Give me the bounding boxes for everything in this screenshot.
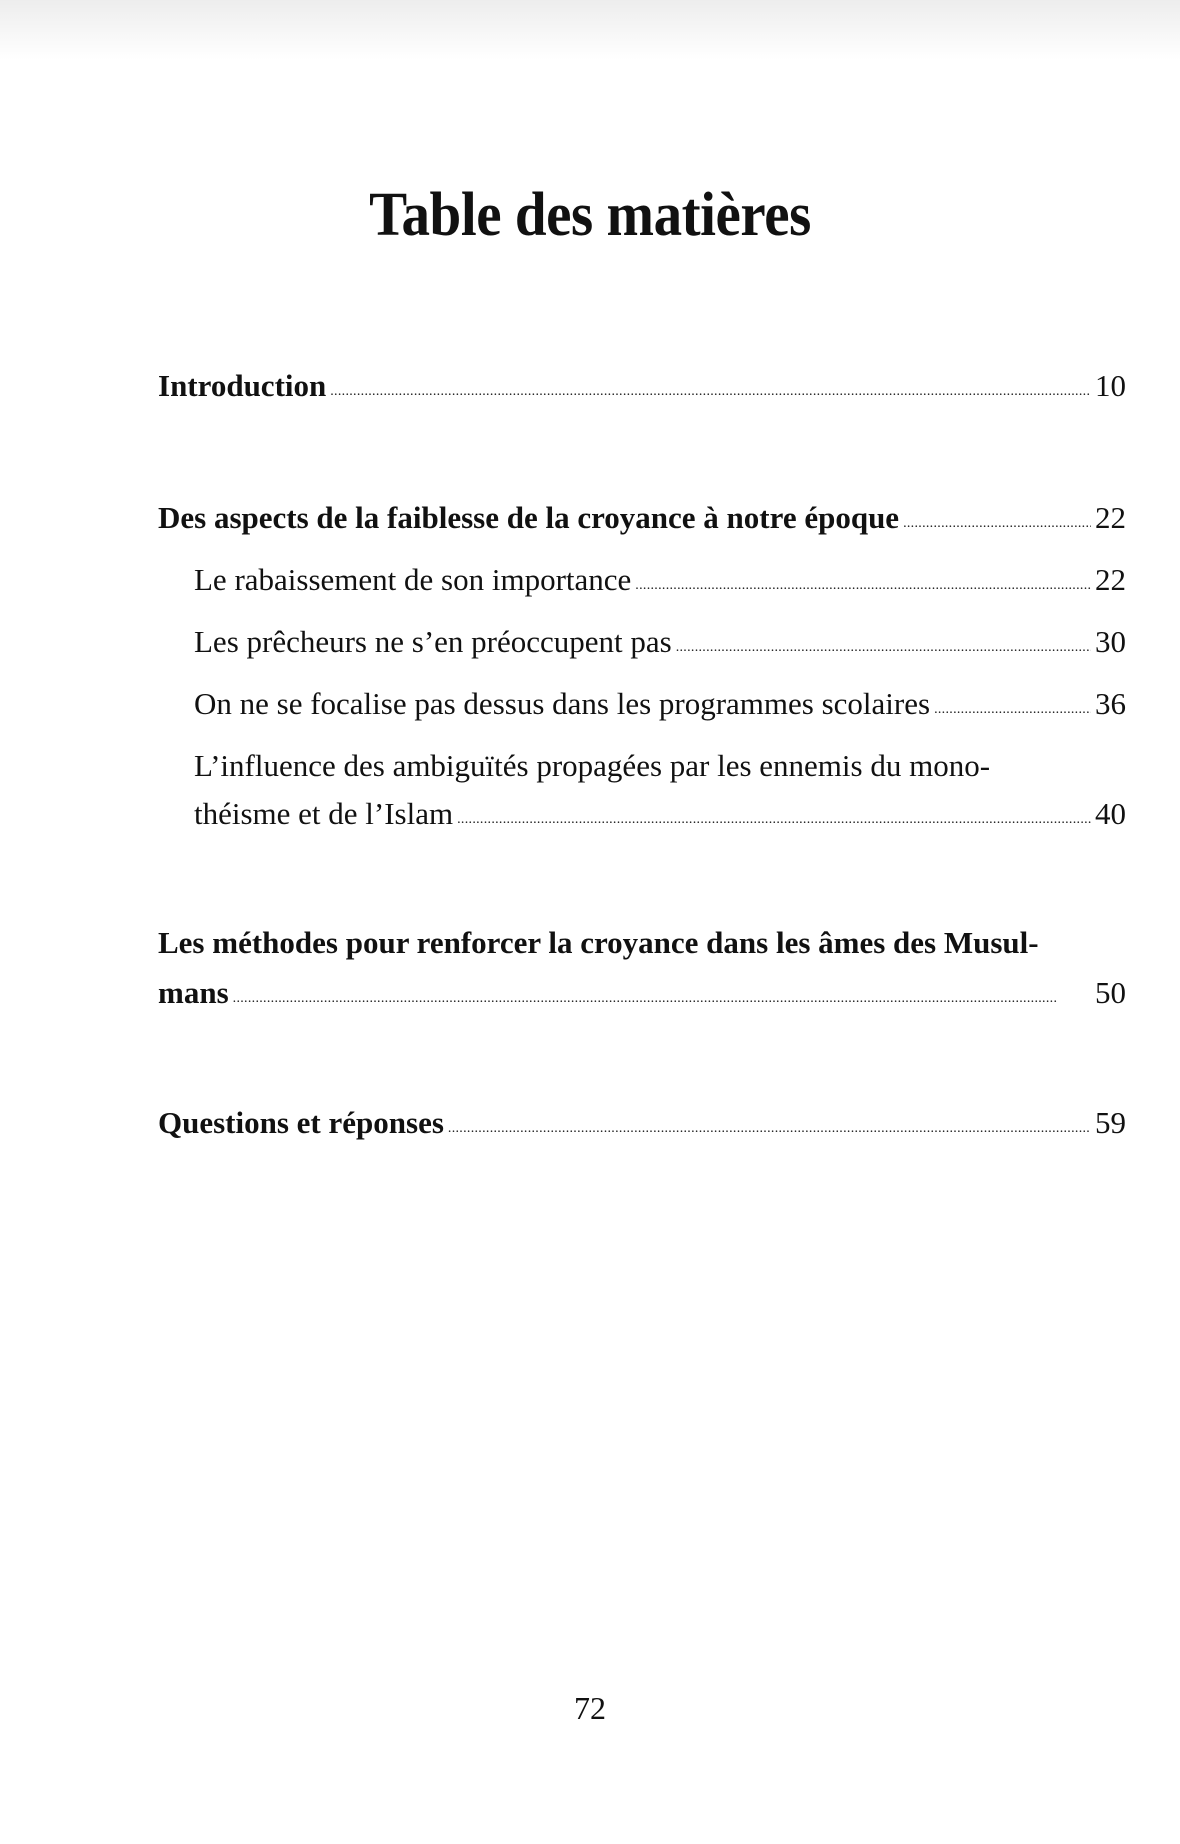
toc-entry-page: 59 — [1095, 1105, 1126, 1140]
toc-entry-aspects[interactable] — [158, 500, 1126, 536]
toc-entry-methodes[interactable] — [158, 975, 1126, 1011]
toc-entry-page: 40 — [1095, 796, 1126, 831]
toc-entry-page: 10 — [1095, 368, 1126, 403]
leader-dots — [903, 499, 1091, 535]
toc-entry-introduction[interactable] — [158, 368, 1126, 404]
leader-dots — [457, 795, 1091, 831]
toc-subentry-influence-line1: L’influence des ambiguïtés propagées par les ennemis du mono- — [194, 748, 991, 783]
toc-entry-page: 30 — [1095, 624, 1126, 659]
toc-entry-label: On ne se focalise pas dessus dans les programmes scolaires — [194, 686, 931, 721]
leader-dots — [635, 561, 1091, 597]
toc-subentry-programmes[interactable] — [194, 686, 1126, 722]
leader-dots — [934, 685, 1091, 721]
leader-dots — [448, 1104, 1091, 1140]
toc-entry-methodes-line1: Les méthodes pour renforcer la croyance dans les âmes des Musul- — [158, 925, 1039, 960]
page-title: Table des matières — [369, 181, 811, 249]
leader-dots — [330, 367, 1091, 403]
toc-entry-label: mans — [158, 975, 229, 1010]
toc-entry-label: Questions et réponses — [158, 1105, 444, 1140]
leader-dots — [676, 623, 1091, 659]
toc-entry-label: Le rabaissement de son importance — [194, 562, 632, 597]
toc-entry-page: 36 — [1095, 686, 1126, 721]
toc-subentry-precheurs[interactable] — [194, 624, 1126, 660]
leader-dots — [233, 974, 1091, 1010]
toc-entry-label: Introduction — [158, 368, 327, 403]
toc-entry-label: théisme et de l’Islam — [194, 796, 454, 831]
toc-subentry-rabaissement[interactable] — [194, 562, 1126, 598]
toc-entry-questions[interactable] — [158, 1105, 1126, 1141]
toc-entry-label: Les prêcheurs ne s’en préoccupent pas — [194, 624, 672, 659]
toc-entry-page: 22 — [1095, 562, 1126, 597]
toc-entry-page: 22 — [1095, 500, 1126, 535]
page-number: 72 — [574, 1690, 606, 1726]
toc-entry-page: 50 — [1095, 975, 1126, 1010]
toc-subentry-influence[interactable] — [194, 796, 1126, 832]
toc-entry-label: Des aspects de la faiblesse de la croyance à notre époque — [158, 500, 900, 535]
